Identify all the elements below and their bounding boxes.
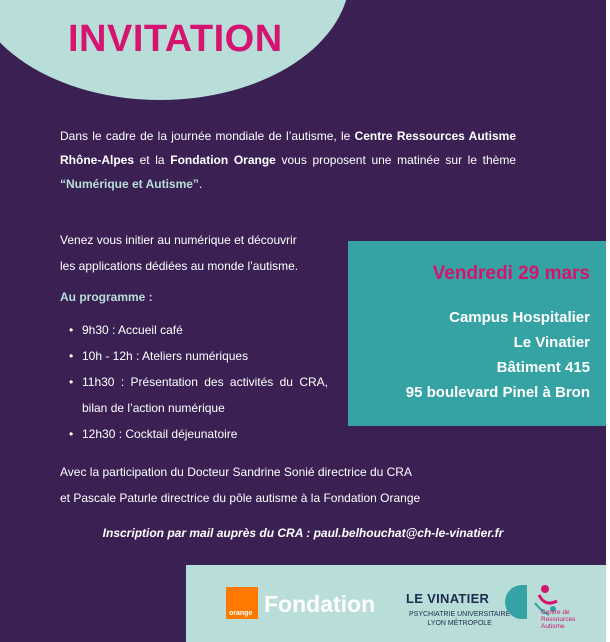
cra-logo-text [541,609,575,630]
event-address [406,305,590,405]
vinatier-logo-text: LE VINATIER [406,591,490,606]
address-line: Bâtiment 415 [496,359,590,376]
cra-line-1: Centre de [541,609,570,616]
vinatier-subtitle [409,610,510,628]
footer-logos [186,565,606,642]
programme-time: 11h30 : [82,375,125,389]
participation-paragraph [60,459,530,511]
intro-text-2: et la [134,153,171,167]
programme-time: 10h - 12h : [82,349,140,363]
vinatier-subtitle-line-2: LYON MÉTROPOLE [427,620,492,627]
address-line: Le Vinatier [513,334,590,351]
venez-line-2: les applications dédiées au monde l’autisme. [60,259,299,273]
programme-time: 12h30 : [82,427,123,441]
event-date: Vendredi 29 mars [432,263,590,284]
programme-text: Ateliers numériques [139,349,249,363]
cra-line-2: Ressources [541,616,576,623]
venez-paragraph [60,227,350,279]
list-item [60,317,328,343]
intro-text-1: Dans le cadre de la journée mondiale de l’autisme, le [60,129,355,143]
participation-line-2: et Pascale Paturle directrice du pôle autisme à la Fondation Orange [60,491,421,505]
intro-org-orange: Fondation Orange [170,153,276,167]
intro-text-4: . [198,177,203,191]
fondation-logo-text: Fondation [264,591,376,617]
cra-line-3: Autisme [541,623,565,630]
orange-logo-text: orange [229,610,253,617]
orange-logo-icon [226,587,258,619]
page-title: INVITATION [68,18,283,60]
address-line: Campus Hospitalier [449,309,590,326]
address-line: 95 boulevard Pinel à Bron [405,384,590,401]
programme-time: 9h30 : [82,323,116,337]
intro-text-3: vous proposent une matinée sur le thème [275,153,516,167]
programme-text: Accueil café [115,323,183,337]
list-item [60,369,328,421]
list-item [60,421,328,447]
programme-heading: Au programme : [60,290,153,304]
programme-text: Cocktail déjeunatoire [122,427,238,441]
event-info-box [348,241,606,426]
inscription-line: Inscription par mail auprès du CRA : paul.belhouchat@ch-le-vinatier.fr [102,526,504,540]
intro-org-cra: Centre Ressources Autisme Rhône-Alpes [60,129,516,167]
vinatier-subtitle-line-1: PSYCHIATRIE UNIVERSITAIRE [409,611,511,618]
intro-paragraph [60,124,516,196]
intro-theme: “Numérique et Autisme” [60,177,199,191]
venez-line-1: Venez vous initier au numérique et découvrir [60,233,297,247]
programme-text: Présentation des activités du CRA, bilan de l’action numérique [82,375,328,415]
list-item [60,343,328,369]
programme-list [60,317,328,447]
participation-line-1: Avec la participation du Docteur Sandrine Sonié directrice du CRA [60,465,412,479]
